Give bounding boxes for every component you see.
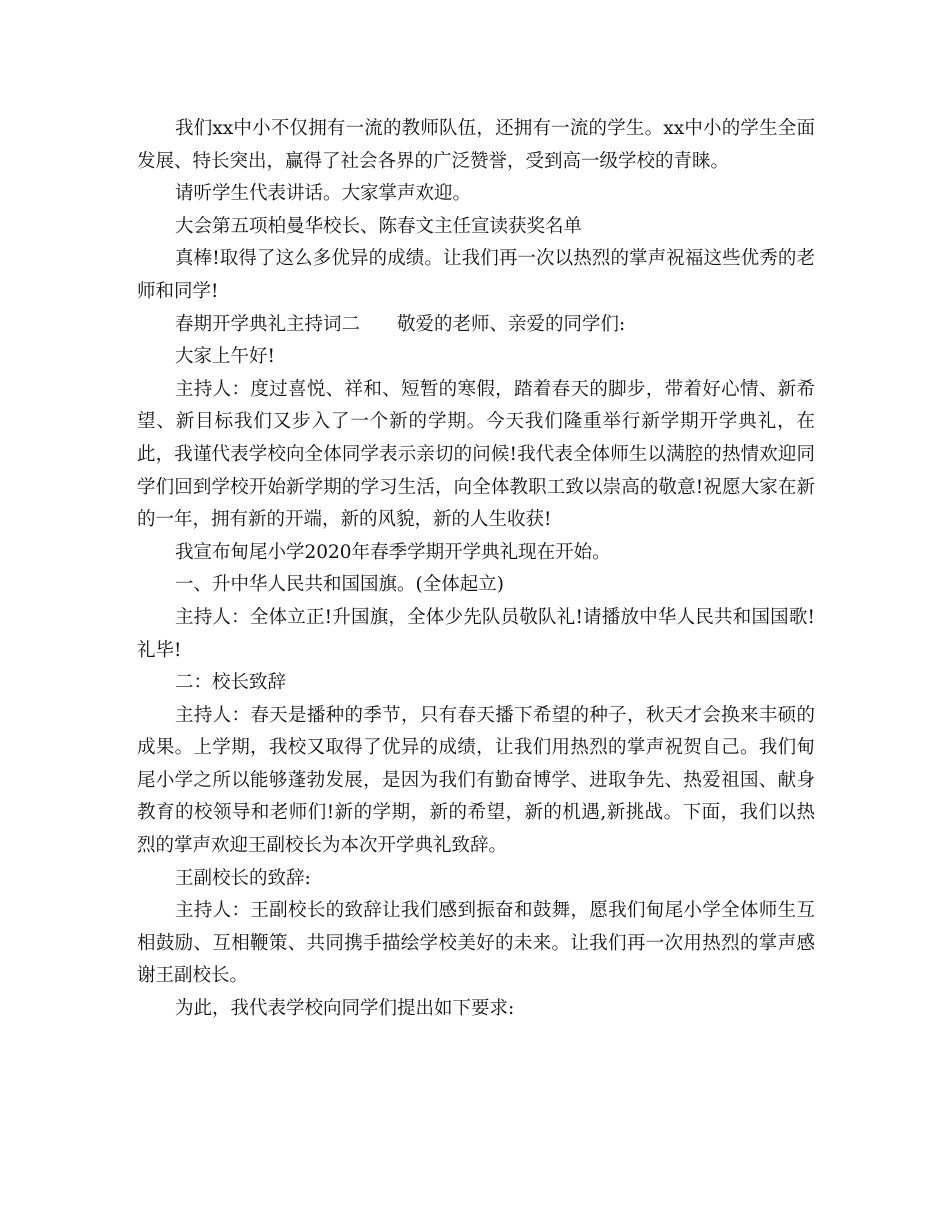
paragraph: 为此，我代表学校向同学们提出如下要求: <box>175 998 515 1020</box>
paragraph: 王副校长的致辞: <box>175 867 311 889</box>
paragraph: 主持人：全体立正!升国旗，全体少先队员敬队礼!请播放中华人民共和国国歌!礼毕! <box>137 606 815 661</box>
paragraph: 主持人：度过喜悦、祥和、短暂的寒假，踏着春天的脚步，带着好心情、新希望、新目标我们又步入了一个新的学期。今天我们隆重举行新学期开学典礼，在此，我谨代表学校向全体同学表示亲切的问候!我代表全体师生以满腔的热情欢迎同学们回到学校开始新学期的学习生活，向全体教职工致以崇高的敬意!祝愿大家在新的一年，拥有新的开端，新的风貌，新的人生收获! <box>137 378 815 531</box>
paragraph: 真棒!取得了这么多优异的成绩。让我们再一次以热烈的掌声祝福这些优秀的老师和同学! <box>137 248 815 302</box>
paragraph: 我们xx中小不仅拥有一流的教师队伍，还拥有一流的学生。xx中小的学生全面发展、特长突出，赢得了社会各界的广泛赞誉，受到高一级学校的青睐。 <box>137 118 815 172</box>
paragraph: 大会第五项柏曼华校长、陈春文主任宣读获奖名单 <box>175 215 583 237</box>
paragraph: 主持人：春天是播种的季节，只有春天播下希望的种子，秋天才会换来丰硕的成果。上学期，我校又取得了优异的成绩，让我们用热烈的掌声祝贺自己。我们甸尾小学之所以能够蓬勃发展，是因为我们有勤奋博学、进取争先、热爱祖国、献身教育的校领导和老师们!新的学期，新的希望，新的机遇,新挑战。下面，我们以热烈的掌声欢迎王副校长为本次开学典礼致辞。 <box>137 704 815 857</box>
paragraph: 一、升中华人民共和国国旗。(全体起立) <box>175 574 504 596</box>
paragraph: 主持人：王副校长的致辞让我们感到振奋和鼓舞，愿我们甸尾小学全体师生互相鼓励、互相鞭策、共同携手描绘学校美好的未来。让我们再一次用热烈的掌声感谢王副校长。 <box>137 900 815 987</box>
document-body <box>137 113 815 1026</box>
paragraph: 大家上午好! <box>175 346 275 368</box>
paragraph: 我宣布甸尾小学2020年春季学期开学典礼现在开始。 <box>175 541 611 563</box>
paragraph: 春期开学典礼主持词二 敬爱的老师、亲爱的同学们: <box>175 313 626 335</box>
paragraph: 请听学生代表讲话。大家掌声欢迎。 <box>175 183 472 205</box>
paragraph: 二：校长致辞 <box>175 672 287 694</box>
